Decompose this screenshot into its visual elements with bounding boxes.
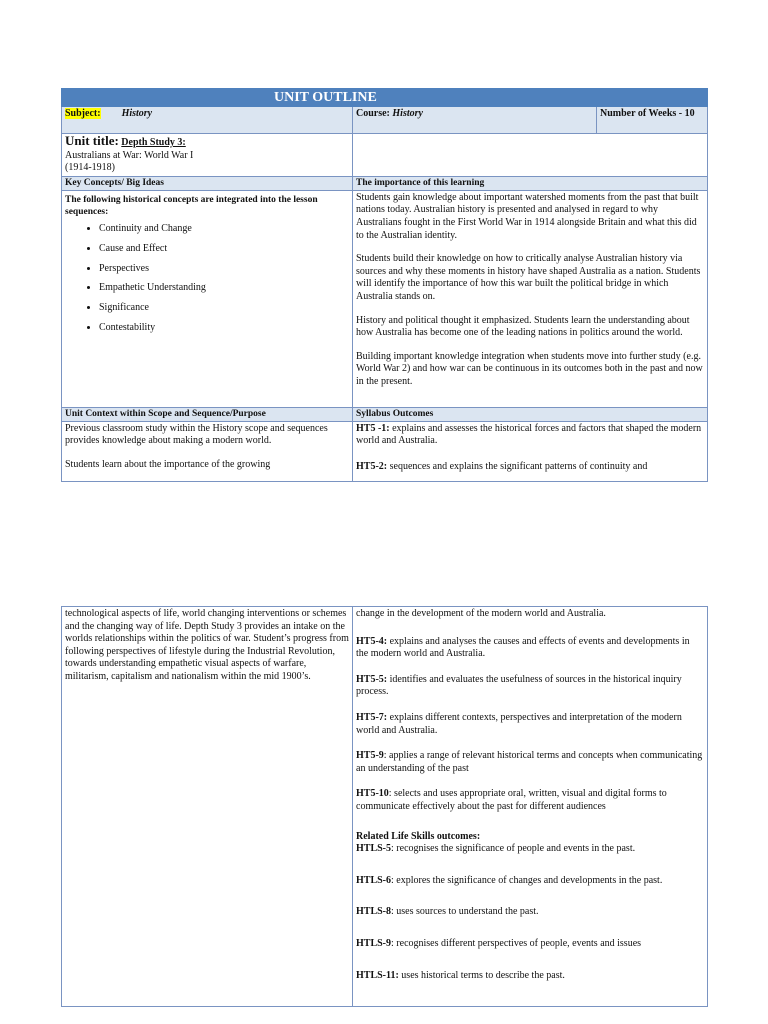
unit-outline-table xyxy=(61,88,708,482)
outcome-item xyxy=(356,423,704,448)
importance-paragraph: Students gain knowledge about important watershed moments from the past that built nations today. Australian history is presented and analysed in regard to why Australians fought in the First World War in 1914 alongside Britain and what this did to the Australian identity. xyxy=(356,191,699,241)
outcome-text: identifies and evaluates the usefulness of sources in the historical inquiry process. xyxy=(356,673,682,698)
outcome-text: : applies a range of relevant historical terms and concepts when communicating an understanding of the past xyxy=(356,750,703,774)
outcome-item xyxy=(356,750,704,775)
weeks-label: Number of Weeks - 10 xyxy=(597,107,708,134)
concept-item: • Perspectives xyxy=(99,263,349,276)
life-skill-item xyxy=(356,906,704,919)
concept-item: • Cause and Effect xyxy=(99,243,349,256)
outcome-text: explains and assesses the historical forces and factors that shaped the modern world and Australia. xyxy=(356,422,702,447)
outcome-text: : uses sources to understand the past. xyxy=(391,906,539,918)
outcome-text: explains and analyses the causes and effects of events and developments in the modern world and Australia. xyxy=(356,635,690,660)
course-cell xyxy=(353,107,597,134)
outcome-item xyxy=(356,461,704,474)
course-value: History xyxy=(392,108,423,119)
importance-paragraph: Building important knowledge integration when students move into further study (e.g. World War 2) and how war can be continuous in its outcomes both in the past and now in the present. xyxy=(356,350,703,387)
outcome-text: : recognises different perspectives of people, events and issues xyxy=(391,937,642,949)
outcome-code: HT5 -1: xyxy=(356,422,390,434)
unit-outline-title: UNIT OUTLINE xyxy=(62,89,708,107)
unit-years: (1914-1918) xyxy=(65,162,115,174)
concept-item: • Continuity and Change xyxy=(99,223,349,236)
outcome-code: HTLS-11: xyxy=(356,969,399,981)
outcome-code: HT5-10 xyxy=(356,788,389,800)
importance-paragraph: History and political thought it emphasized. Students learn the understanding about how Australia has become one of the leading nations in politics around the world. xyxy=(356,314,690,339)
outcome-text: : explores the significance of changes and developments in the past. xyxy=(391,874,663,886)
context-heading: Unit Context within Scope and Sequence/Purpose xyxy=(62,407,353,421)
unit-title-label: Unit title: xyxy=(65,133,119,148)
subject-label: Subject: xyxy=(65,108,101,119)
course-label: Course: xyxy=(356,108,390,119)
outcome-text: : recognises the significance of people and events in the past. xyxy=(391,843,636,855)
outcomes-heading: Syllabus Outcomes xyxy=(353,407,708,421)
outcome-code: HTLS-6 xyxy=(356,874,392,886)
life-skill-item xyxy=(356,843,704,856)
outcome-code: HT5-2: xyxy=(356,460,388,472)
unit-title-cell xyxy=(62,134,353,177)
importance-heading: The importance of this learning xyxy=(353,176,708,190)
outcome-code: HT5-7: xyxy=(356,711,388,723)
context-cell xyxy=(62,421,353,481)
subject-cell xyxy=(62,107,353,134)
outcomes-continued-cell xyxy=(353,607,708,1007)
outcome-code: HT5-9 xyxy=(356,750,384,762)
outcome-text: sequences and explains the significant patterns of continuity and xyxy=(387,460,648,472)
concept-item: • Significance xyxy=(99,302,349,315)
life-skill-item xyxy=(356,970,704,983)
key-concepts-heading: Key Concepts/ Big Ideas xyxy=(62,176,353,190)
concepts-cell xyxy=(62,190,353,407)
outcome-text: uses historical terms to describe the past. xyxy=(398,969,565,981)
context-continued-cell xyxy=(62,607,353,1007)
life-skill-item xyxy=(356,875,704,888)
concepts-list xyxy=(65,223,349,335)
outcome-code: HTLS-5 xyxy=(356,843,392,855)
outcome-text: : selects and uses appropriate oral, written, visual and digital forms to communicate effectively about the past for different audiences xyxy=(356,788,667,812)
concepts-intro: The following historical concepts are integrated into the lesson sequences: xyxy=(65,194,318,218)
concept-item: • Contestability xyxy=(99,322,349,335)
unit-title-blank xyxy=(353,134,708,177)
outcome-item xyxy=(356,674,704,699)
outcome-code: HTLS-9 xyxy=(356,937,392,949)
subject-value: History xyxy=(121,108,153,119)
unit-title-value: Depth Study 3: xyxy=(121,137,186,148)
context-paragraph: Previous classroom study within the History scope and sequences provides knowledge about making a modern world. xyxy=(65,422,328,447)
importance-cell xyxy=(353,190,708,407)
life-skills-heading: Related Life Skills outcomes: xyxy=(356,830,481,842)
concept-item: • Empathetic Understanding xyxy=(99,282,349,295)
outcome-item xyxy=(356,788,704,813)
context-paragraph: technological aspects of life, world changing interventions or schemes and the changing way of life. Depth Study 3 provides an intake on the worlds relationships within the politics of war. Student’s progress from following perspectives of lifestyle during the Industrial Revolution, towards understanding empathetic visual aspects of warfare, militarism, capitalism and nationalism within the mid 1900’s. xyxy=(65,608,349,682)
unit-outline-continuation-table xyxy=(61,606,708,1007)
outcomes-cell xyxy=(353,421,708,481)
outcome-code: HT5-4: xyxy=(356,635,388,647)
outcome-continuation: change in the development of the modern world and Australia. xyxy=(356,608,606,619)
outcome-item xyxy=(356,636,704,661)
life-skill-item xyxy=(356,938,704,951)
outcome-text: explains different contexts, perspectives and interpretation of the modern world and Australia. xyxy=(356,711,682,736)
outcome-code: HTLS-8 xyxy=(356,906,392,918)
outcome-code: HT5-5: xyxy=(356,673,388,685)
context-paragraph: Students learn about the importance of the growing xyxy=(65,458,271,470)
unit-subtitle: Australians at War: World War I xyxy=(65,149,194,161)
outcome-item xyxy=(356,712,704,737)
importance-paragraph: Students build their knowledge on how to critically analyse Australian history via sources and why these moments in history have shaped Australia as a nation. Students will identify the importance of how this war built the political bridge in which Australia stands on. xyxy=(356,253,701,302)
